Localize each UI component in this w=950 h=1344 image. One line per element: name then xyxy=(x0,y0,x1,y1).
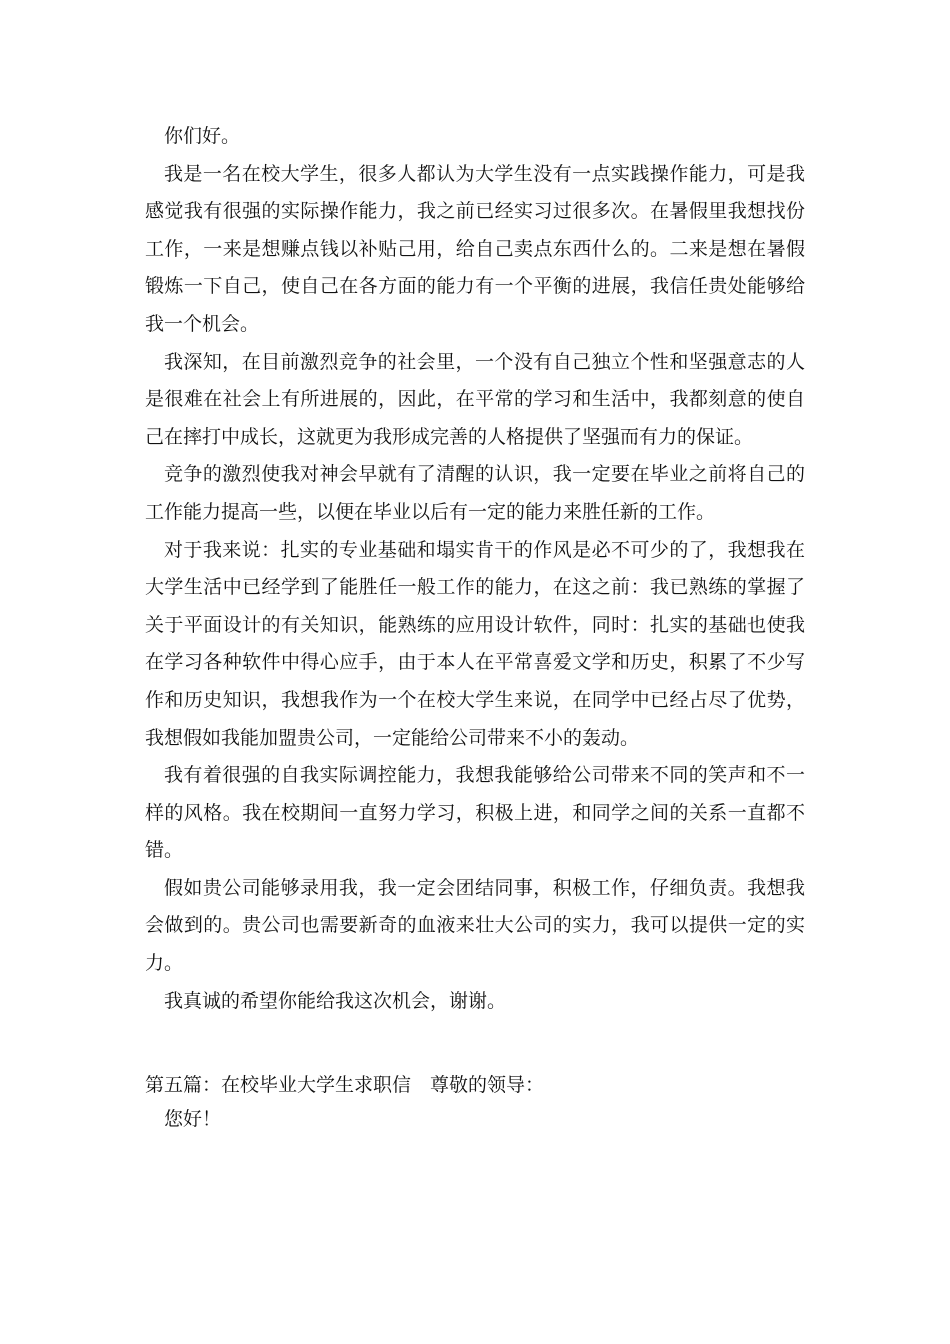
paragraph-3: 我深知，在目前激烈竞争的社会里，一个没有自己独立个性和坚强意志的人是很难在社会上有所进展的，因此，在平常的学习和生活中，我都刻意的使自己在摔打中成长，这就更为我形成完善的人格提供了坚强而有力的保证。 xyxy=(145,350,805,448)
letter-body xyxy=(145,118,805,1020)
paragraph-7: 假如贵公司能够录用我，我一定会团结同事，积极工作，仔细负责。我想我会做到的。贵公司也需要新奇的血液来壮大公司的实力，我可以提供一定的实力。 xyxy=(145,876,805,975)
paragraph-5: 对于我来说：扎实的专业基础和塌实肯干的作风是必不可少的了，我想我在大学生活中已经学到了能胜任一般工作的能力，在这之前：我已熟练的掌握了关于平面设计的有关知识，能熟练的应用设计软件，同时：扎实的基础也使我在学习各种软件中得心应手，由于本人在平常喜爱文学和历史，积累了不少写作和历史知识，我想我作为一个在校大学生来说，在同学中已经占尽了优势，我想假如我能加盟贵公司，一定能给公司带来不小的轰动。 xyxy=(145,538,805,749)
section-greeting: 您好！ xyxy=(164,1108,222,1130)
section-heading xyxy=(145,1068,805,1102)
section-title: 第五篇：在校毕业大学生求职信 xyxy=(145,1074,412,1096)
paragraph-2: 我是一名在校大学生，很多人都认为大学生没有一点实践操作能力，可是我感觉我有很强的实际操作能力，我之前已经实习过很多次。在暑假里我想找份工作，一来是想赚点钱以补贴己用，给自己卖点东西什么的。二来是想在暑假锻炼一下自己，使自己在各方面的能力有一个平衡的进展，我信任贵处能够给我一个机会。 xyxy=(145,162,805,335)
next-section xyxy=(145,1068,805,1136)
section-salutation: 尊敬的领导： xyxy=(430,1074,545,1096)
paragraph-4: 竞争的激烈使我对神会早就有了清醒的认识，我一定要在毕业之前将自己的工作能力提高一些，以便在毕业以后有一定的能力来胜任新的工作。 xyxy=(145,463,805,523)
paragraph-8: 我真诚的希望你能给我这次机会，谢谢。 xyxy=(164,989,507,1012)
paragraph-1: 你们好。 xyxy=(164,125,241,147)
paragraph-6: 我有着很强的自我实际调控能力，我想我能够给公司带来不同的笑声和不一样的风格。我在校期间一直努力学习，积极上进，和同学之间的关系一直都不错。 xyxy=(145,764,805,862)
